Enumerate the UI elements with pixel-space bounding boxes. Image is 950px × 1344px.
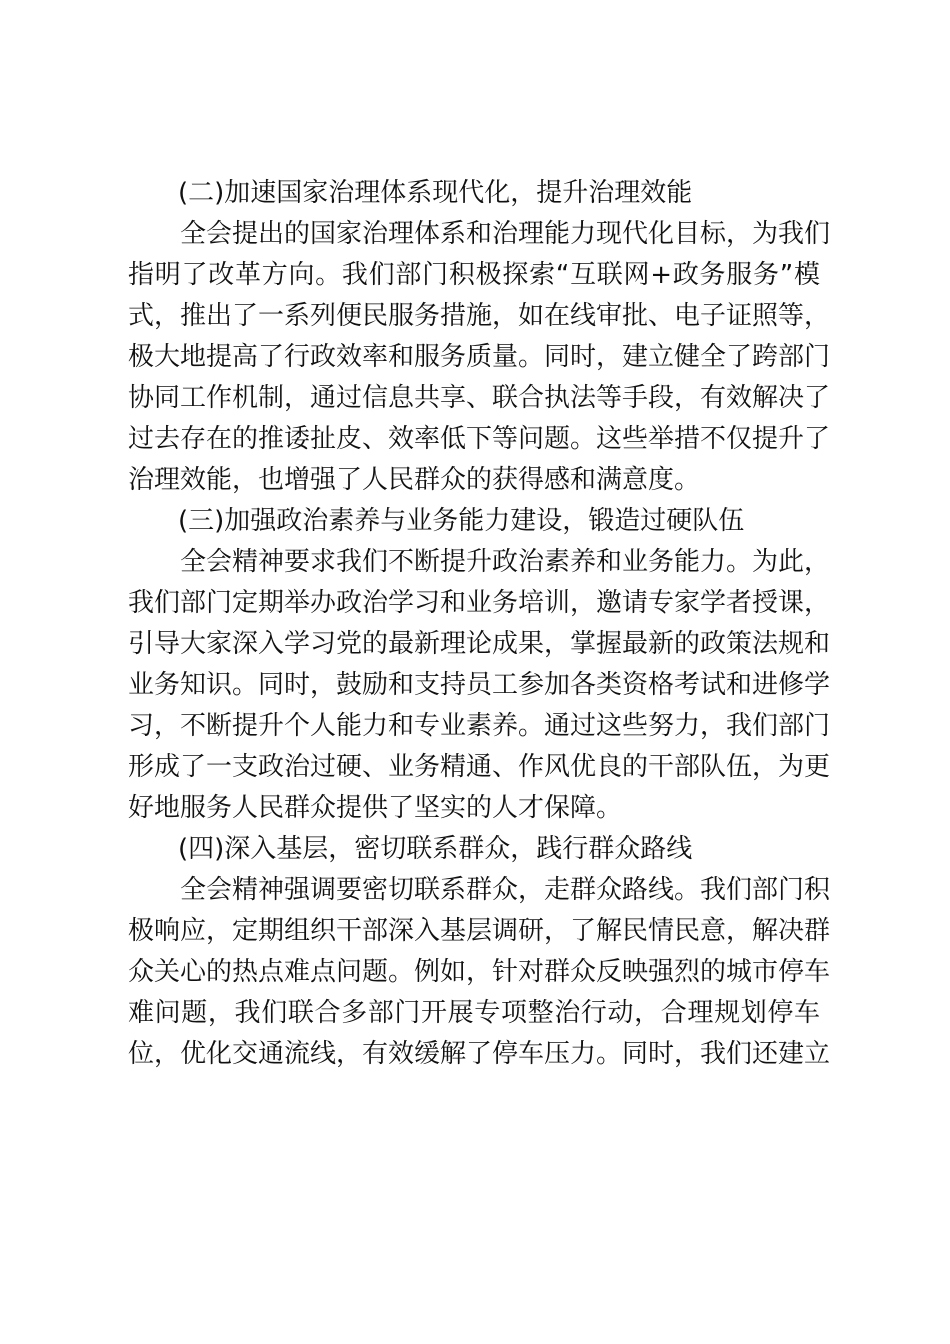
paragraph-line: 我们部门定期举办政治学习和业务培训，邀请专家学者授课， <box>128 588 831 618</box>
paragraph-line: 业务知识。同时，鼓励和支持员工参加各类资格考试和进修学 <box>128 670 831 700</box>
paragraph-line: 式，推出了一系列便民服务措施，如在线审批、电子证照等， <box>128 301 831 331</box>
paragraph-line: 位，优化交通流线，有效缓解了停车压力。同时，我们还建立 <box>128 1039 831 1069</box>
paragraph-line: 形成了一支政治过硬、业务精通、作风优良的干部队伍，为更 <box>128 752 831 782</box>
paragraph-line: 过去存在的推诿扯皮、效率低下等问题。这些举措不仅提升了 <box>128 424 831 454</box>
paragraph-line: 全会精神要求我们不断提升政治素养和业务能力。为此， <box>180 547 831 577</box>
paragraph-line: 全会提出的国家治理体系和治理能力现代化目标，为我们 <box>180 219 831 249</box>
paragraph-line: 极响应，定期组织干部深入基层调研，了解民情民意，解决群 <box>128 916 831 946</box>
section-heading-2: (二)加速国家治理体系现代化，提升治理效能 <box>178 178 693 208</box>
paragraph-line: 引导大家深入学习党的最新理论成果，掌握最新的政策法规和 <box>128 629 831 659</box>
section-heading-3: (三)加强政治素养与业务能力建设，锻造过硬队伍 <box>178 506 745 536</box>
paragraph-line: 协同工作机制，通过信息共享、联合执法等手段，有效解决了 <box>128 383 831 413</box>
section-heading-4: (四)深入基层，密切联系群众，践行群众路线 <box>178 834 693 864</box>
paragraph-line: 治理效能，也增强了人民群众的获得感和满意度。 <box>128 465 701 495</box>
paragraph-line: 全会精神强调要密切联系群众，走群众路线。我们部门积 <box>180 875 831 905</box>
paragraph-line: 指明了改革方向。我们部门积极探索“互联网+政务服务”模 <box>128 260 820 290</box>
paragraph-line: 习，不断提升个人能力和专业素养。通过这些努力，我们部门 <box>128 711 831 741</box>
paragraph-line: 好地服务人民群众提供了坚实的人才保障。 <box>128 793 623 823</box>
document-body <box>128 173 831 1075</box>
paragraph-line: 难问题，我们联合多部门开展专项整治行动，合理规划停车 <box>128 998 820 1028</box>
paragraph-line: 众关心的热点难点问题。例如，针对群众反映强烈的城市停车 <box>128 957 831 987</box>
paragraph-line: 极大地提高了行政效率和服务质量。同时，建立健全了跨部门 <box>128 342 831 372</box>
